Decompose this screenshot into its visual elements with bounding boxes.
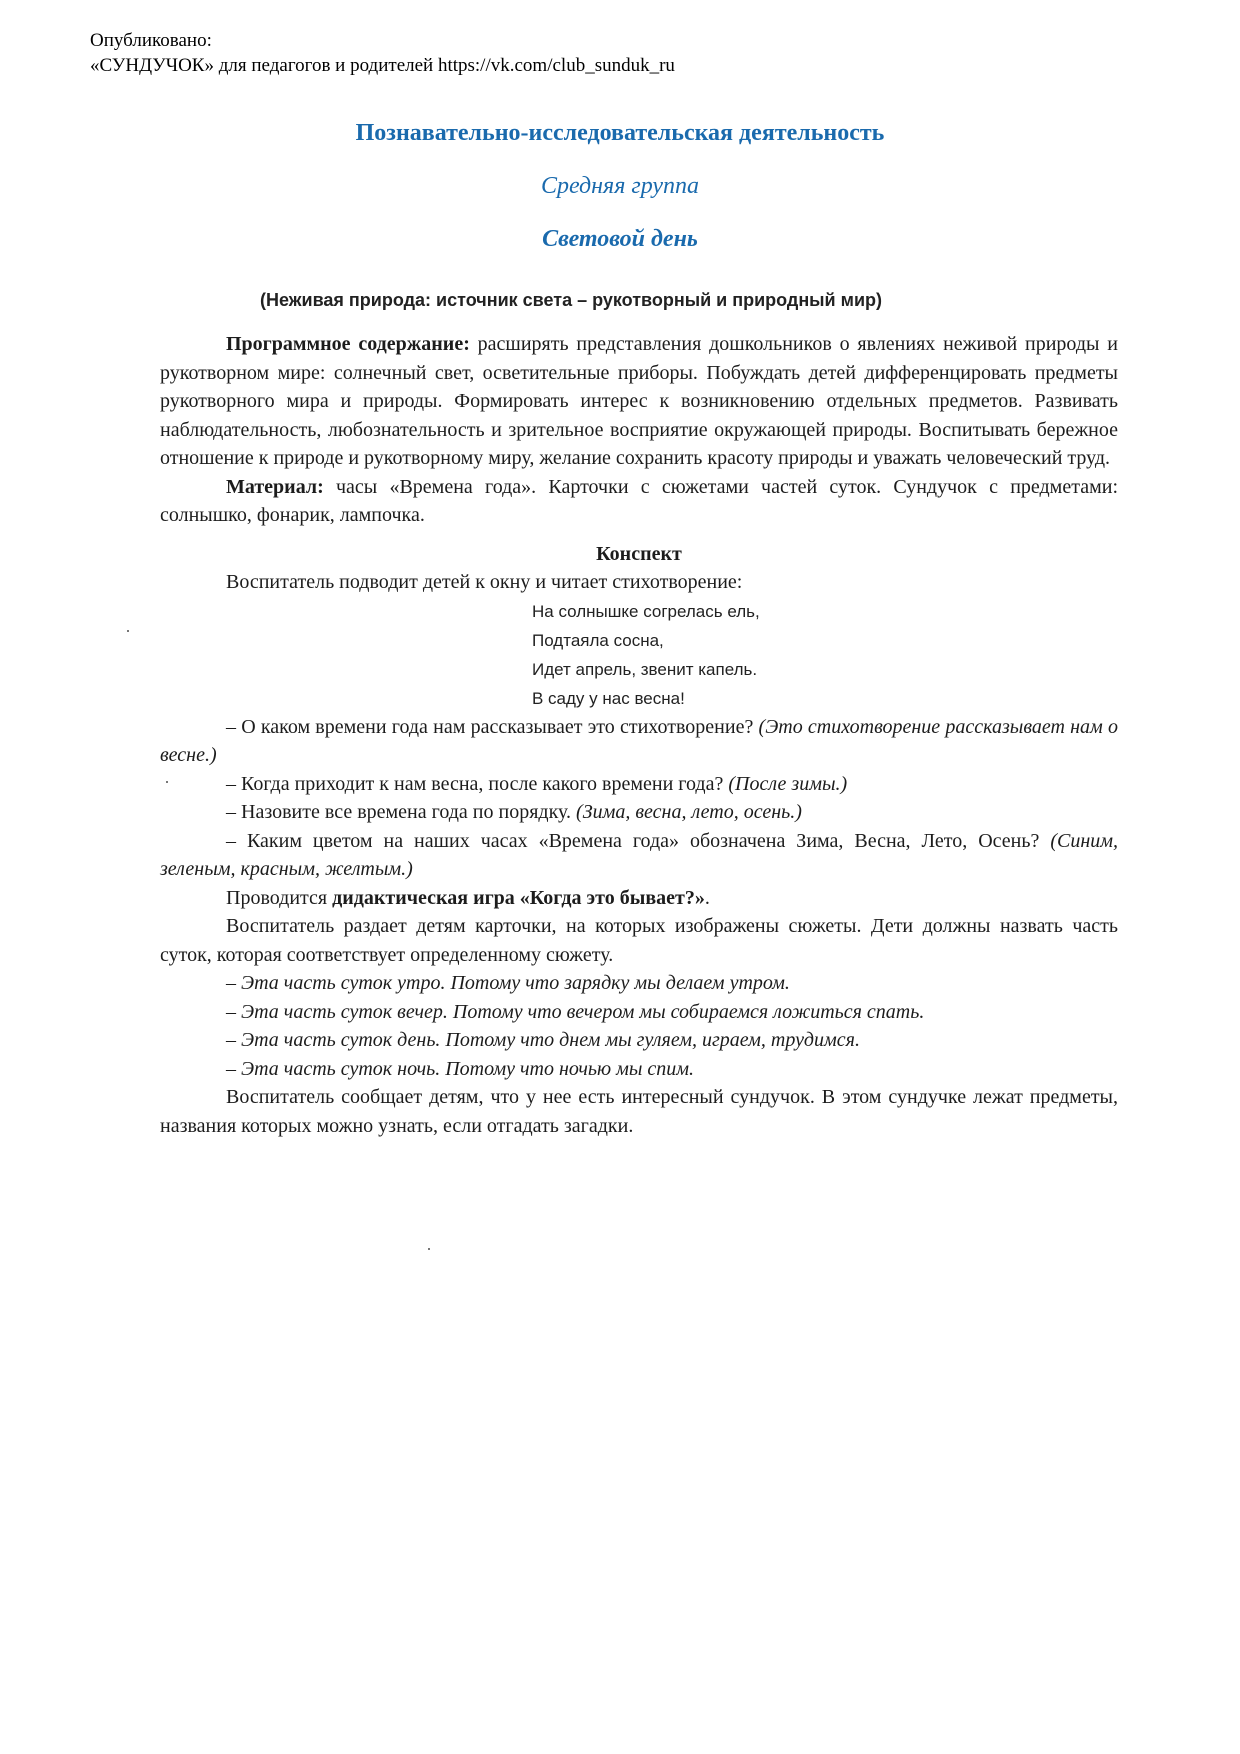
poem-line: На солнышке согрелась ель, [532,601,760,621]
published-label: Опубликовано: [90,30,212,51]
answer-text: (Это стихотворение рассказывает нам о весне.) [160,715,1118,766]
group-subtitle: Средняя группа [540,173,700,199]
question-text: – Когда приходит к нам весна, после какого времени года? [226,772,729,795]
answer-text: (После зимы.) [728,772,848,795]
publication-header [90,28,675,78]
poem-line: Идет апрель, звенит капель. [532,659,758,679]
konspekt-heading: Конспект [596,542,682,565]
scan-speck [428,1248,430,1250]
scan-speck [166,781,168,783]
answer-text: (Синим, зеленым, красным, желтым.) [160,829,1118,880]
scan-speck [127,630,129,632]
game-suffix: . [704,886,710,909]
day-part-answer: – Эта часть суток день. Потому что днем мы гуляем, играем, трудимся. [226,1029,860,1051]
game-name: дидактическая игра «Когда это бывает?» [332,886,705,909]
game-prefix: Проводится [226,886,333,909]
document-body [160,330,1118,1140]
day-part-answer: – Эта часть суток вечер. Потому что вечером мы собираемся ложиться спать. [226,1000,925,1023]
poem [160,597,1118,713]
program-paragraph [160,330,1118,473]
day-part-answer: – Эта часть суток ночь. Потому что ночью мы спим. [226,1057,695,1080]
question-text: – Назовите все времена года по порядку. [226,801,577,823]
cards-paragraph: Воспитатель раздает детям карточки, на которых изображены сюжеты. Дети должны назвать часть суток, которая соответствует определенному сюжету. [160,915,1118,966]
question-text: – Каким цветом на наших часах «Времена года» обозначена Зима, Весна, Лето, Осень? [226,829,1051,852]
konspekt-intro: Воспитатель подводит детей к окну и читает стихотворение: [226,571,743,593]
source-line: «СУНДУЧОК» для педагогов и родителей https://vk.com/club_sunduk_ru [90,55,675,76]
answer-text: (Зима, весна, лето, осень.) [576,801,802,823]
program-label: Программное содержание: [226,333,470,355]
day-part-answer: – Эта часть суток утро. Потому что зарядку мы делаем утром. [226,972,790,994]
subtheme: (Неживая природа: источник света – рукотворный и природный мир) [260,290,882,310]
main-title: Познавательно-исследовательская деятельность [355,120,885,146]
poem-line: В саду у нас весна! [532,688,685,708]
question-item [160,798,1118,827]
material-paragraph [160,473,1118,530]
material-label: Материал: [226,475,324,498]
question-item [160,827,1118,884]
question-text: – О каком времени года нам рассказывает это стихотворение? [226,715,759,738]
question-item [160,770,1118,799]
closing-paragraph: Воспитатель сообщает детям, что у нее есть интересный сундучок. В этом сундучке лежат предметы, названия которых можно узнать, если отгадать загадки. [160,1086,1118,1137]
program-text: расширять представления дошкольников о явлениях неживой природы и рукотворном мире: солнечный свет, осветительные приборы. Побуждать детей дифференцировать предметы рукотворного мира и природы. Формировать интерес к возникновению отдельных предметов. Развивать наблюдательность, любознательность и зрительное восприятие окружающей природы. Воспитывать бережное отношение к природе и рукотворному миру, желание сохранить красоту природы и уважать человеческий труд. [160,333,1118,469]
question-item [160,713,1118,770]
poem-line: Подтаяла сосна, [532,630,664,650]
material-text: часы «Времена года». Карточки с сюжетами частей суток. Сундучок с предметами: солнышко, фонарик, лампочка. [160,475,1118,526]
game-paragraph [160,884,1118,913]
topic-title: Световой день [542,226,698,252]
